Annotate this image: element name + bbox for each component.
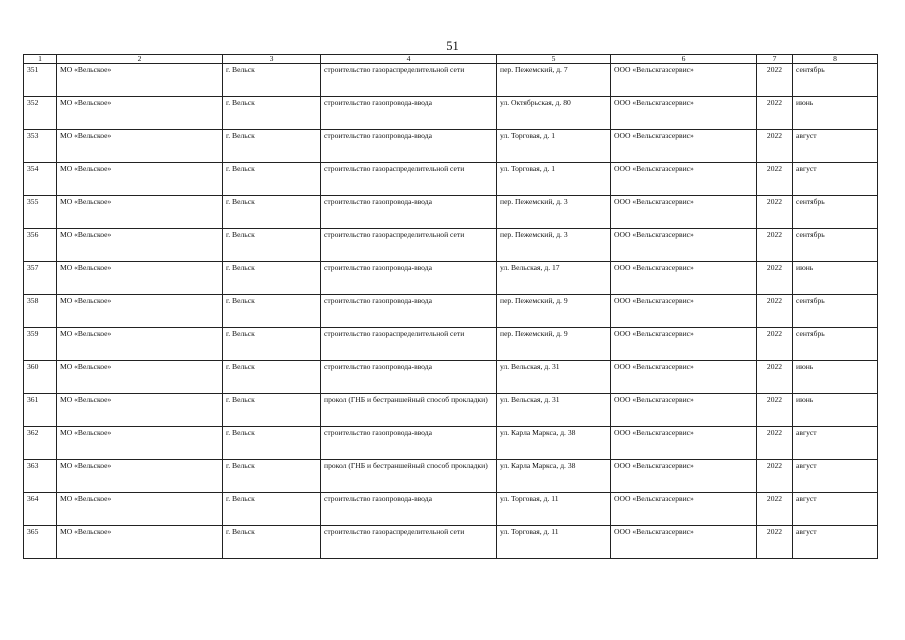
month-cell: август [793,427,878,460]
municipality-cell: МО «Вельское» [57,328,223,361]
year-cell: 2022 [757,394,793,427]
column-header: 1 [24,55,57,64]
organization-cell: ООО «Вельскгазсервис» [611,361,757,394]
settlement-cell: г. Вельск [223,526,321,559]
municipality-cell: МО «Вельское» [57,394,223,427]
organization-cell: ООО «Вельскгазсервис» [611,229,757,262]
year-cell: 2022 [757,526,793,559]
year-cell: 2022 [757,196,793,229]
year-cell: 2022 [757,64,793,97]
address-cell: ул. Вельская, д. 17 [497,262,611,295]
municipality-cell: МО «Вельское» [57,493,223,526]
address-cell: пер. Пежемский, д. 7 [497,64,611,97]
work-type-cell: строительство газораспределительной сети [321,526,497,559]
work-type-cell: прокол (ГНБ и бестраншейный способ прокладки) [321,394,497,427]
organization-cell: ООО «Вельскгазсервис» [611,130,757,163]
municipality-cell: МО «Вельское» [57,295,223,328]
settlement-cell: г. Вельск [223,295,321,328]
work-type-cell: строительство газопровода-ввода [321,262,497,295]
address-cell: ул. Вельская, д. 31 [497,361,611,394]
work-type-cell: строительство газопровода-ввода [321,130,497,163]
month-cell: июнь [793,361,878,394]
address-cell: ул. Торговая, д. 11 [497,493,611,526]
row-number: 356 [24,229,57,262]
organization-cell: ООО «Вельскгазсервис» [611,427,757,460]
organization-cell: ООО «Вельскгазсервис» [611,262,757,295]
header-row [24,55,878,64]
municipality-cell: МО «Вельское» [57,460,223,493]
address-cell: ул. Карла Маркса, д. 38 [497,427,611,460]
municipality-cell: МО «Вельское» [57,427,223,460]
row-number: 354 [24,163,57,196]
row-number: 358 [24,295,57,328]
year-cell: 2022 [757,328,793,361]
work-type-cell: строительство газопровода-ввода [321,427,497,460]
address-cell: пер. Пежемский, д. 9 [497,295,611,328]
month-cell: август [793,163,878,196]
table-row [24,163,878,196]
organization-cell: ООО «Вельскгазсервис» [611,493,757,526]
year-cell: 2022 [757,460,793,493]
row-number: 360 [24,361,57,394]
work-type-cell: строительство газораспределительной сети [321,229,497,262]
month-cell: июнь [793,97,878,130]
settlement-cell: г. Вельск [223,427,321,460]
municipality-cell: МО «Вельское» [57,64,223,97]
settlement-cell: г. Вельск [223,328,321,361]
page-number: 51 [446,39,459,53]
address-cell: ул. Торговая, д. 1 [497,130,611,163]
month-cell: август [793,460,878,493]
settlement-cell: г. Вельск [223,460,321,493]
row-number: 352 [24,97,57,130]
settlement-cell: г. Вельск [223,163,321,196]
column-header: 2 [57,55,223,64]
organization-cell: ООО «Вельскгазсервис» [611,295,757,328]
row-number: 361 [24,394,57,427]
table-row [24,361,878,394]
address-cell: ул. Торговая, д. 1 [497,163,611,196]
year-cell: 2022 [757,427,793,460]
organization-cell: ООО «Вельскгазсервис» [611,97,757,130]
month-cell: август [793,493,878,526]
organization-cell: ООО «Вельскгазсервис» [611,460,757,493]
address-cell: ул. Торговая, д. 11 [497,526,611,559]
work-type-cell: строительство газопровода-ввода [321,196,497,229]
row-number: 359 [24,328,57,361]
settlement-cell: г. Вельск [223,64,321,97]
settlement-cell: г. Вельск [223,493,321,526]
table-row [24,196,878,229]
month-cell: июнь [793,394,878,427]
address-cell: пер. Пежемский, д. 3 [497,196,611,229]
municipality-cell: МО «Вельское» [57,229,223,262]
table-row [24,64,878,97]
year-cell: 2022 [757,163,793,196]
municipality-cell: МО «Вельское» [57,130,223,163]
table-row [24,97,878,130]
work-type-cell: строительство газораспределительной сети [321,328,497,361]
work-type-cell: строительство газораспределительной сети [321,64,497,97]
settlement-cell: г. Вельск [223,97,321,130]
year-cell: 2022 [757,295,793,328]
row-number: 365 [24,526,57,559]
table-row [24,394,878,427]
table-row [24,262,878,295]
month-cell: сентябрь [793,64,878,97]
month-cell: сентябрь [793,295,878,328]
municipality-cell: МО «Вельское» [57,97,223,130]
table-row [24,460,878,493]
table-row [24,427,878,460]
column-header: 4 [321,55,497,64]
table-row [24,130,878,163]
month-cell: сентябрь [793,229,878,262]
table-body [24,64,878,559]
address-cell: ул. Октябрьская, д. 80 [497,97,611,130]
settlement-cell: г. Вельск [223,361,321,394]
address-cell: ул. Вельская, д. 31 [497,394,611,427]
column-header: 3 [223,55,321,64]
settlement-cell: г. Вельск [223,196,321,229]
table-row [24,295,878,328]
organization-cell: ООО «Вельскгазсервис» [611,526,757,559]
year-cell: 2022 [757,262,793,295]
address-cell: ул. Карла Маркса, д. 38 [497,460,611,493]
settlement-cell: г. Вельск [223,262,321,295]
address-cell: пер. Пежемский, д. 3 [497,229,611,262]
column-header: 8 [793,55,878,64]
organization-cell: ООО «Вельскгазсервис» [611,394,757,427]
row-number: 363 [24,460,57,493]
settlement-cell: г. Вельск [223,229,321,262]
column-header: 6 [611,55,757,64]
work-type-cell: строительство газопровода-ввода [321,493,497,526]
table-row [24,328,878,361]
settlement-cell: г. Вельск [223,394,321,427]
row-number: 357 [24,262,57,295]
settlement-cell: г. Вельск [223,130,321,163]
row-number: 364 [24,493,57,526]
month-cell: сентябрь [793,328,878,361]
work-type-cell: строительство газопровода-ввода [321,97,497,130]
row-number: 351 [24,64,57,97]
table-row [24,229,878,262]
month-cell: август [793,130,878,163]
month-cell: июнь [793,262,878,295]
organization-cell: ООО «Вельскгазсервис» [611,64,757,97]
row-number: 362 [24,427,57,460]
organization-cell: ООО «Вельскгазсервис» [611,163,757,196]
municipality-cell: МО «Вельское» [57,163,223,196]
month-cell: сентябрь [793,196,878,229]
year-cell: 2022 [757,361,793,394]
column-header: 7 [757,55,793,64]
document-table [23,54,878,559]
row-number: 353 [24,130,57,163]
table-row [24,526,878,559]
year-cell: 2022 [757,97,793,130]
municipality-cell: МО «Вельское» [57,196,223,229]
table-row [24,493,878,526]
year-cell: 2022 [757,493,793,526]
address-cell: пер. Пежемский, д. 9 [497,328,611,361]
organization-cell: ООО «Вельскгазсервис» [611,196,757,229]
work-type-cell: строительство газопровода-ввода [321,361,497,394]
work-type-cell: строительство газораспределительной сети [321,163,497,196]
month-cell: август [793,526,878,559]
column-header: 5 [497,55,611,64]
row-number: 355 [24,196,57,229]
municipality-cell: МО «Вельское» [57,526,223,559]
organization-cell: ООО «Вельскгазсервис» [611,328,757,361]
year-cell: 2022 [757,229,793,262]
municipality-cell: МО «Вельское» [57,262,223,295]
work-type-cell: прокол (ГНБ и бестраншейный способ прокладки) [321,460,497,493]
work-type-cell: строительство газопровода-ввода [321,295,497,328]
municipality-cell: МО «Вельское» [57,361,223,394]
year-cell: 2022 [757,130,793,163]
